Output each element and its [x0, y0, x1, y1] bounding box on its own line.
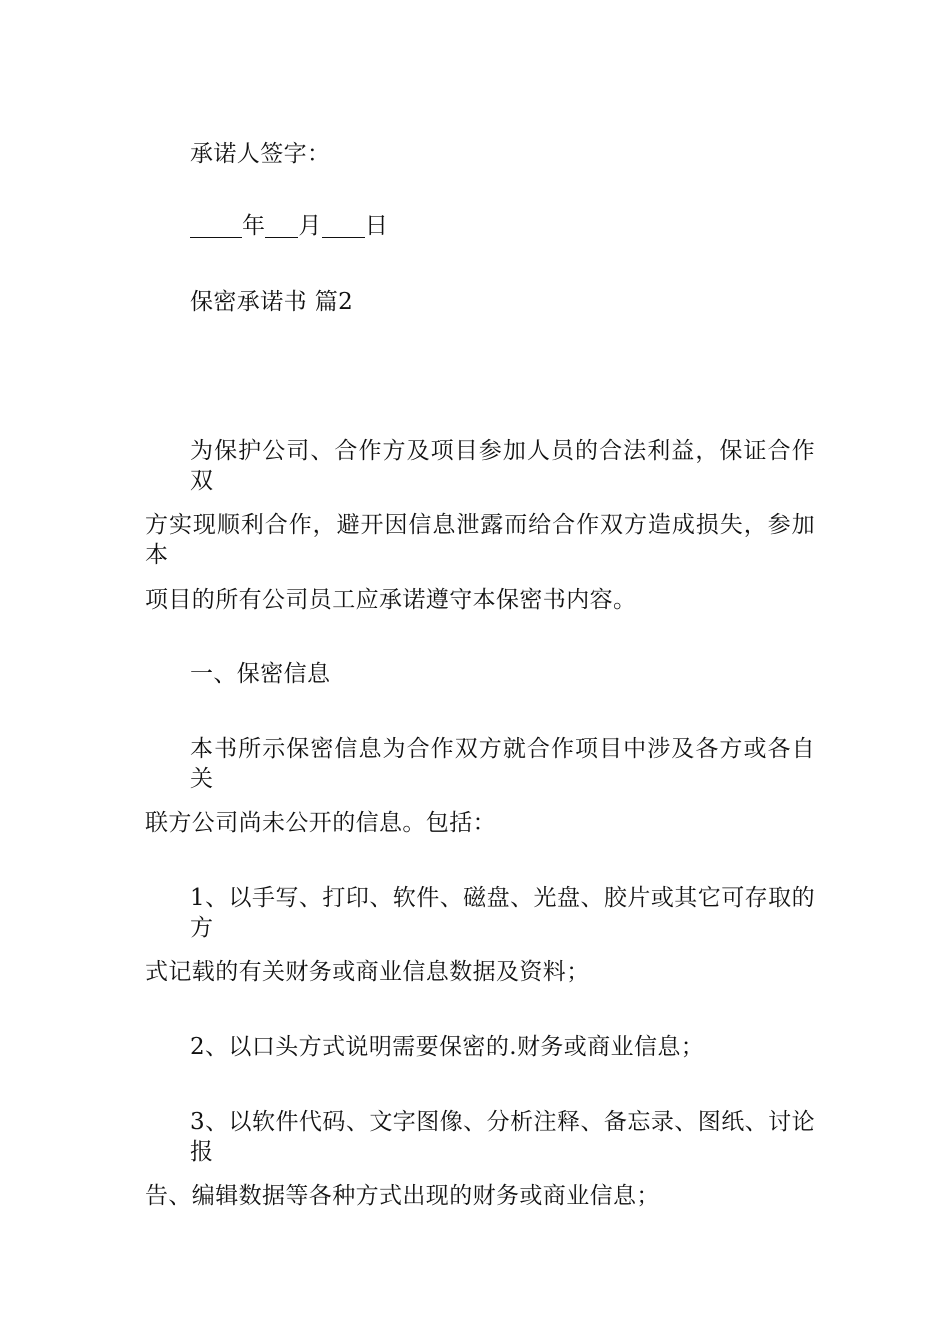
item-2-line-1: 2、以口头方式说明需要保密的.财务或商业信息； [190, 1034, 705, 1060]
signature-date-row [190, 211, 815, 241]
year-blank[interactable] [190, 215, 242, 238]
month-unit: 月 [298, 213, 322, 239]
item-1-line-2: 式记载的有关财务或商业信息数据及资料； [145, 959, 590, 985]
item-3-line-1: 3、以软件代码、文字图像、分析注释、备忘录、图纸、讨论报 [190, 1109, 815, 1165]
day-unit: 日 [364, 213, 389, 239]
section-title: 保密承诺书 篇2 [190, 289, 354, 315]
intro-line-1: 为保护公司、合作方及项目参加人员的合法利益，保证合作双 [190, 438, 815, 494]
item-3-line-2: 告、编辑数据等各种方式出现的财务或商业信息； [145, 1183, 660, 1209]
definition-line-2: 联方公司尚未公开的信息。包括： [145, 810, 496, 836]
heading-confidential-info: 一、保密信息 [190, 661, 331, 687]
year-unit: 年 [242, 213, 266, 239]
intro-line-3: 项目的所有公司员工应承诺遵守本保密书内容。 [145, 587, 637, 613]
item-1-line-1: 1、以手写、打印、软件、磁盘、光盘、胶片或其它可存取的方 [190, 885, 815, 941]
definition-line-1: 本书所示保密信息为合作双方就合作项目中涉及各方或各自关 [190, 736, 815, 792]
month-blank[interactable] [265, 215, 298, 238]
intro-line-2: 方实现顺利合作，避开因信息泄露而给合作双方造成损失，参加本 [145, 512, 815, 568]
day-blank[interactable] [322, 215, 365, 238]
signature-label: 承诺人签字： [190, 141, 331, 167]
